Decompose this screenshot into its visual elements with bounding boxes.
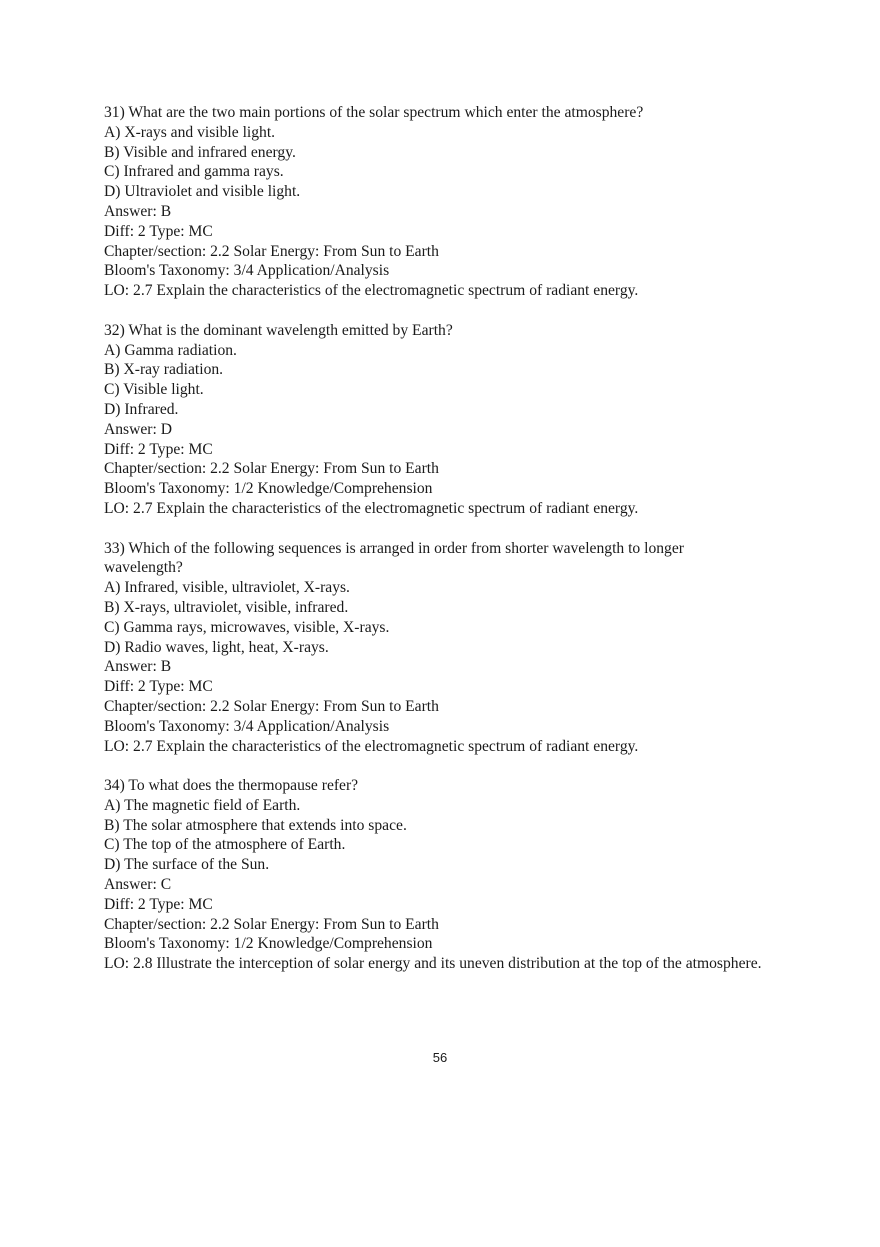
option-a: A) X-rays and visible light. [104,123,276,141]
blooms-taxonomy: Bloom's Taxonomy: 3/4 Application/Analysis [104,262,390,280]
question-prompt: 32) What is the dominant wavelength emitted by Earth? [104,321,453,339]
question-33 [104,539,764,757]
blooms-taxonomy: Bloom's Taxonomy: 1/2 Knowledge/Comprehension [104,935,433,953]
learning-objective: LO: 2.7 Explain the characteristics of the electromagnetic spectrum of radiant energy. [104,499,639,517]
learning-objective: LO: 2.7 Explain the characteristics of the electromagnetic spectrum of radiant energy. [104,737,639,755]
chapter-section: Chapter/section: 2.2 Solar Energy: From Sun to Earth [104,460,439,478]
blooms-taxonomy: Bloom's Taxonomy: 3/4 Application/Analysis [104,717,390,735]
option-a: A) The magnetic field of Earth. [104,796,301,814]
blooms-taxonomy: Bloom's Taxonomy: 1/2 Knowledge/Comprehension [104,480,433,498]
page-number: 56 [432,1050,448,1065]
answer: Answer: C [104,876,172,894]
option-c: C) Visible light. [104,381,204,399]
question-prompt: 33) Which of the following sequences is arranged in order from shorter wavelength to longer wavelength? [104,539,684,577]
option-d: D) Infrared. [104,400,179,418]
learning-objective: LO: 2.8 Illustrate the interception of solar energy and its uneven distribution at the top of the atmosphere. [104,955,762,973]
answer: Answer: B [104,202,172,220]
option-b: B) X-ray radiation. [104,361,224,379]
question-31 [104,103,764,301]
option-d: D) Ultraviolet and visible light. [104,183,301,201]
difficulty: Diff: 2 Type: MC [104,678,213,696]
difficulty: Diff: 2 Type: MC [104,222,213,240]
answer: Answer: D [104,420,172,438]
question-prompt: 31) What are the two main portions of the solar spectrum which enter the atmosphere? [104,104,644,121]
chapter-section: Chapter/section: 2.2 Solar Energy: From Sun to Earth [104,915,439,933]
chapter-section: Chapter/section: 2.2 Solar Energy: From Sun to Earth [104,242,439,260]
option-d: D) Radio waves, light, heat, X-rays. [104,638,329,656]
option-b: B) The solar atmosphere that extends into space. [104,816,407,834]
answer: Answer: B [104,658,172,676]
learning-objective: LO: 2.7 Explain the characteristics of the electromagnetic spectrum of radiant energy. [104,282,639,300]
option-d: D) The surface of the Sun. [104,856,270,874]
option-b: B) Visible and infrared energy. [104,143,296,161]
option-c: C) Gamma rays, microwaves, visible, X-rays. [104,618,390,636]
option-a: A) Infrared, visible, ultraviolet, X-rays. [104,579,350,597]
difficulty: Diff: 2 Type: MC [104,440,213,458]
question-34 [104,776,764,974]
option-a: A) Gamma radiation. [104,341,237,359]
difficulty: Diff: 2 Type: MC [104,895,213,913]
chapter-section: Chapter/section: 2.2 Solar Energy: From Sun to Earth [104,697,439,715]
option-b: B) X-rays, ultraviolet, visible, infrared. [104,598,349,616]
option-c: C) Infrared and gamma rays. [104,163,284,181]
question-prompt: 34) To what does the thermopause refer? [104,777,359,795]
question-32 [104,321,764,519]
question-list [104,103,764,994]
option-c: C) The top of the atmosphere of Earth. [104,836,346,854]
